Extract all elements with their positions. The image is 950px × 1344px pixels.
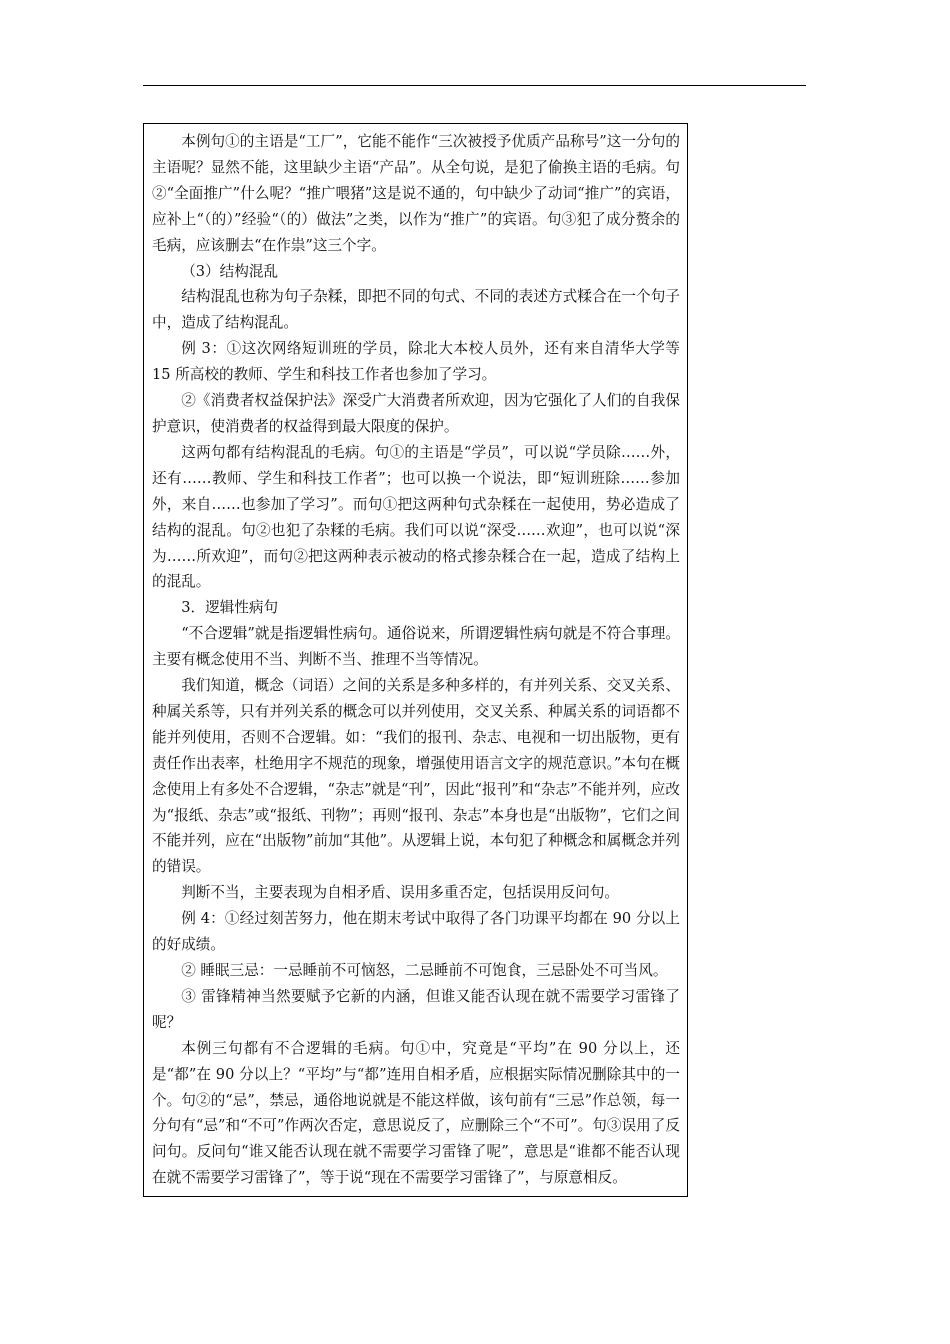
section-heading: 3．逻辑性病句 xyxy=(181,599,279,617)
paragraph: ② 睡眠三忌：一忌睡前不可恼怒，二忌睡前不可饱食，三忌卧处不可当风。 xyxy=(181,962,668,979)
paragraph: 例 3：①这次网络短训班的学员，除北大本校人员外，还有来自清华大学等 15 所高校的教师、学生和科技工作者也参加了学习。 xyxy=(152,340,680,384)
paragraph: 本例三句都有不合逻辑的毛病。句①中，究竟是“平均”在 90 分以上，还是“都”在 90 分以上？“平均”与“都”连用自相矛盾，应根据实际情况删除其中的一个。句②的“忌”，禁忌，通俗地说就是不能这样做，该句前有“三忌”作总领，每一分句有“忌”和“不可”作两次否定，意思说反了，应删除三个“不可”。句③误用了反问句。反问句“谁又能否认现在就不需要学习雷锋了呢”，意思是“谁都不能否认现在就不需要学习雷锋了”，等于说“现在不需要学习雷锋了”，与原意相反。 xyxy=(152,1039,680,1187)
paragraph: ③ 雷锋精神当然要赋予它新的内涵，但谁又能否认现在就不需要学习雷锋了呢？ xyxy=(152,987,680,1031)
paragraph: 本例句①的主语是“工厂”，它能不能作“三次被授予优质产品称号”这一分句的主语呢？显然不能，这里缺少主语“产品”。从全句说，是犯了偷换主语的毛病。句②“全面推广”什么呢？“推广喂猪”这是说不通的，句中缺少了动词“推广”的宾语，应补上“（的）”经验“（的）做法”之类，以作为“推广”的宾语。句③犯了成分赘余的毛病，应该删去“在作祟”这三个字。 xyxy=(152,133,680,254)
paragraph: 例 4：①经过刻苦努力，他在期末考试中取得了各门功课平均都在 90 分以上的好成绩。 xyxy=(152,910,680,954)
content-box xyxy=(143,123,688,1197)
paragraph: 判断不当，主要表现为自相矛盾、误用多重否定，包括误用反问句。 xyxy=(181,884,620,902)
paragraph: 结构混乱也称为句子杂糅，即把不同的句式、不同的表述方式糅合在一个句子中，造成了结构混乱。 xyxy=(152,288,680,332)
section-heading: （3）结构混乱 xyxy=(181,262,279,280)
header-rule xyxy=(143,85,806,86)
paragraph: 这两句都有结构混乱的毛病。句①的主语是“学员”，可以说“学员除……外，还有……教师、学生和科技工作者”；也可以换一个说法，即“短训班除……参加外，来自……也参加了学习”。而句①把这两种句式杂糅在一起使用，势必造成了结构的混乱。句②也犯了杂糅的毛病。我们可以说“深受……欢迎”，也可以说“深为……所欢迎”，而句②把这两种表示被动的格式掺杂糅合在一起，造成了结构上的混乱。 xyxy=(152,443,680,591)
paragraph: ②《消费者权益保护法》深受广大消费者所欢迎，因为它强化了人们的自我保护意识，使消费者的权益得到最大限度的保护。 xyxy=(152,392,680,435)
paragraph: 我们知道，概念（词语）之间的关系是多种多样的，有并列关系、交叉关系、种属关系等，只有并列关系的概念可以并列使用，交叉关系、种属关系的词语都不能并列使用，否则不合逻辑。如：“我们的报刊、杂志、电视和一切出版物，更有责任作出表率，杜绝用字不规范的现象，增强使用语言文字的规范意识。”本句在概念使用上有多处不合逻辑，“杂志”就是“刊”，因此“报刊”和“杂志”不能并列，应改为“报纸、杂志”或“报纸、刊物”；再则“报刊、杂志”本身也是“出版物”，它们之间不能并列，应在“出版物”前加“其他”。从逻辑上说，本句犯了种概念和属概念并列的错误。 xyxy=(152,677,680,876)
paragraph: “不合逻辑”就是指逻辑性病句。通俗说来，所谓逻辑性病句就是不符合事理。主要有概念使用不当、判断不当、推理不当等情况。 xyxy=(152,625,680,669)
